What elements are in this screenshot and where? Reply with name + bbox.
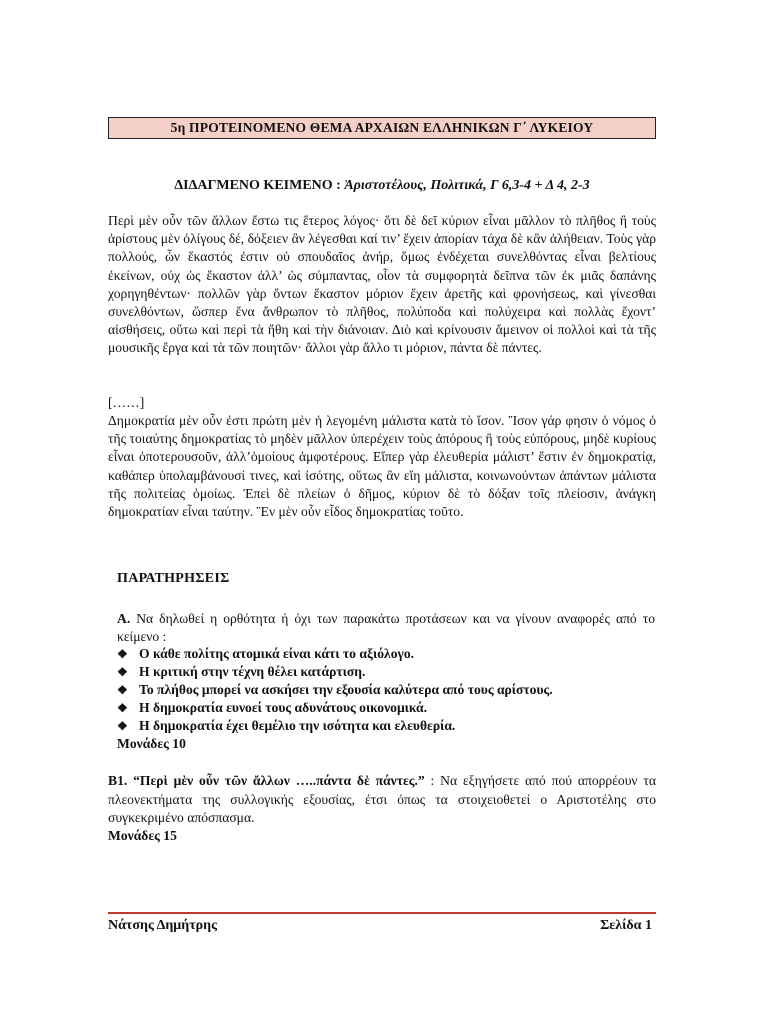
ellipsis-text: [……] (108, 395, 145, 410)
statement-text: Η δημοκρατία έχει θεμέλιο την ισότητα και ελευθερία. (139, 718, 456, 733)
statement-list (117, 646, 657, 736)
question-a (117, 610, 655, 646)
omission-marker (108, 394, 656, 412)
question-a-marks: Μονάδες 10 (117, 736, 186, 751)
question-b1-marks: Μονάδες 15 (108, 828, 177, 843)
statement-text: Το πλήθος μπορεί να ασκήσει την εξουσία καλύτερα από τους αρίστους. (139, 682, 553, 697)
footer-page-number: Σελίδα 1 (600, 918, 652, 933)
list-item (117, 700, 657, 718)
list-item (117, 646, 657, 664)
greek-passage-1 (108, 212, 656, 358)
diamond-bullet-icon: ❖ (117, 665, 128, 679)
footer-author: Νάτσης Δημήτρης (108, 918, 217, 933)
question-b1-text: : Να εξηγήσετε από πού απορρέουν τα πλεονεκτήματα της συλλογικής εξουσίας, έτσι όπως τα στοιχειοθετεί ο Αριστοτέλης στο συγκεκριμένο απόσπασμα. (108, 773, 656, 825)
question-b1 (108, 772, 656, 828)
greek-passage-2 (108, 412, 656, 521)
passage-2-text: Δημοκρατία μὲν οὖν ἐστι πρώτη μὲν ἡ λεγομένη μάλιστα κατὰ τὸ ἴσον. Ἴσον γάρ φησιν ὁ νόμος ὁ τῆς τοιαύτης δημοκρατίας τὸ μηδὲν μᾶλλον ὑπερέχειν τοὺς ἀπόρους ἢ τοὺς εὐπόρους, μηδὲ κυρίους εἶναι ὁποτερουσοῦν, ἀλλ’ὁμοίους ἀμφοτέρους. Εἴπερ γὰρ ἐλευθερία μάλιστ’ ἔστιν ἐν δημοκρατίᾳ, καθάπερ ὑπολαμβάνουσί τινες, καὶ ἰσότης, οὕτως ἂν εἴη μάλιστα, κοινωνούντων ἁπάντων μάλιστα τῆς πολιτείας ὁμοίως. Ἐπεὶ δὲ πλείων ὁ δῆμος, κύριον δὲ τὸ δόξαν τοῖς πλείοσιν, ἀνάγκη δημοκρατίαν εἶναι ταύτην. Ἓν μὲν οὖν εἶδος δημοκρατίας τοῦτο. (108, 413, 656, 520)
statement-text: Η κριτική στην τέχνη θέλει κατάρτιση. (139, 664, 366, 679)
footer-divider (108, 912, 656, 914)
diamond-bullet-icon: ❖ (117, 683, 128, 697)
passage-1-text: Περὶ μὲν οὖν τῶν ἄλλων ἔστω τις ἕτερος λόγος· ὅτι δὲ δεῖ κύριον εἶναι μᾶλλον τὸ πλῆθος ἢ τοὺς ἀρίστους μὲν ὀλίγους δέ, δόξειεν ἂν λέγεσθαι καί τιν’ ἔχειν ἀπορίαν τάχα δὲ κἂν ἀλήθειαν. Τοὺς γὰρ πολλούς, ὧν ἕκαστός ἐστιν οὐ σπουδαῖος ἀνήρ, ὅμως ἐνδέχεται συνελθόντας εἶναι βελτίους ἐκείνων, οὐχ ὡς ἕκαστον ἀλλ’ ὡς σύμπαντας, οἷον τὰ συμφορητὰ δεῖπνα τῶν ἐκ μιᾶς δαπάνης χορηγηθέντων· πολλῶν γὰρ ὄντων ἕκαστον μόριον ἔχειν ἀρετῆς καὶ φρονήσεως, καὶ γίνεσθαι συνελθόντων, ὥσπερ ἕνα ἄνθρωπον τὸ πλῆθος, πολύποδα καὶ πολύχειρα καὶ πολλὰς ἔχοντ’ αἰσθήσεις, οὕτω καὶ περὶ τὰ ἤθη καὶ τὴν διάνοιαν. Διὸ καὶ κρίνουσιν ἄμεινον οἱ πολλοὶ καὶ τὰ τῆς μουσικῆς ἔργα καὶ τὰ τῶν ποιητῶν· ἄλλοι γὰρ ἄλλο τι μόριον, πάντα δὲ πάντες. (108, 213, 656, 356)
question-b1-quote: “Περὶ μὲν οὖν τῶν ἄλλων …..πάντα δὲ πάντες.” (127, 773, 425, 788)
diamond-bullet-icon: ❖ (117, 701, 128, 715)
document-title: 5η ΠΡΟΤΕΙΝΟΜΕΝΟ ΘΕΜΑ ΑΡΧΑΙΩΝ ΕΛΛΗΝΙΚΩΝ Γ΄ ΛΥΚΕΙΟΥ (108, 117, 656, 139)
question-b1-label: Β1. (108, 773, 128, 788)
heading-source: Ἀριστοτέλους, Πολιτικά, Γ 6,3-4 + Δ 4, 2-3 (344, 178, 590, 193)
statement-text: Ο κάθε πολίτης ατομικά είναι κάτι το αξιόλογο. (139, 646, 415, 661)
list-item (117, 664, 657, 682)
question-a-label: Α. (117, 611, 131, 626)
statement-text: Η δημοκρατία ευνοεί τους αδυνάτους οικονομικά. (139, 700, 428, 715)
notes-title: ΠΑΡΑΤΗΡΗΣΕΙΣ (117, 571, 230, 586)
heading-label: ΔΙΔΑΓΜΕΝΟ ΚΕΙΜΕΝΟ : (174, 178, 345, 193)
list-item (117, 718, 657, 736)
diamond-bullet-icon: ❖ (117, 719, 128, 733)
diamond-bullet-icon: ❖ (117, 647, 128, 661)
passage-heading (108, 178, 656, 194)
question-a-text: Να δηλωθεί η ορθότητα ή όχι των παρακάτω προτάσεων και να γίνουν αναφορές από το κείμενο : (117, 611, 655, 644)
list-item (117, 682, 657, 700)
